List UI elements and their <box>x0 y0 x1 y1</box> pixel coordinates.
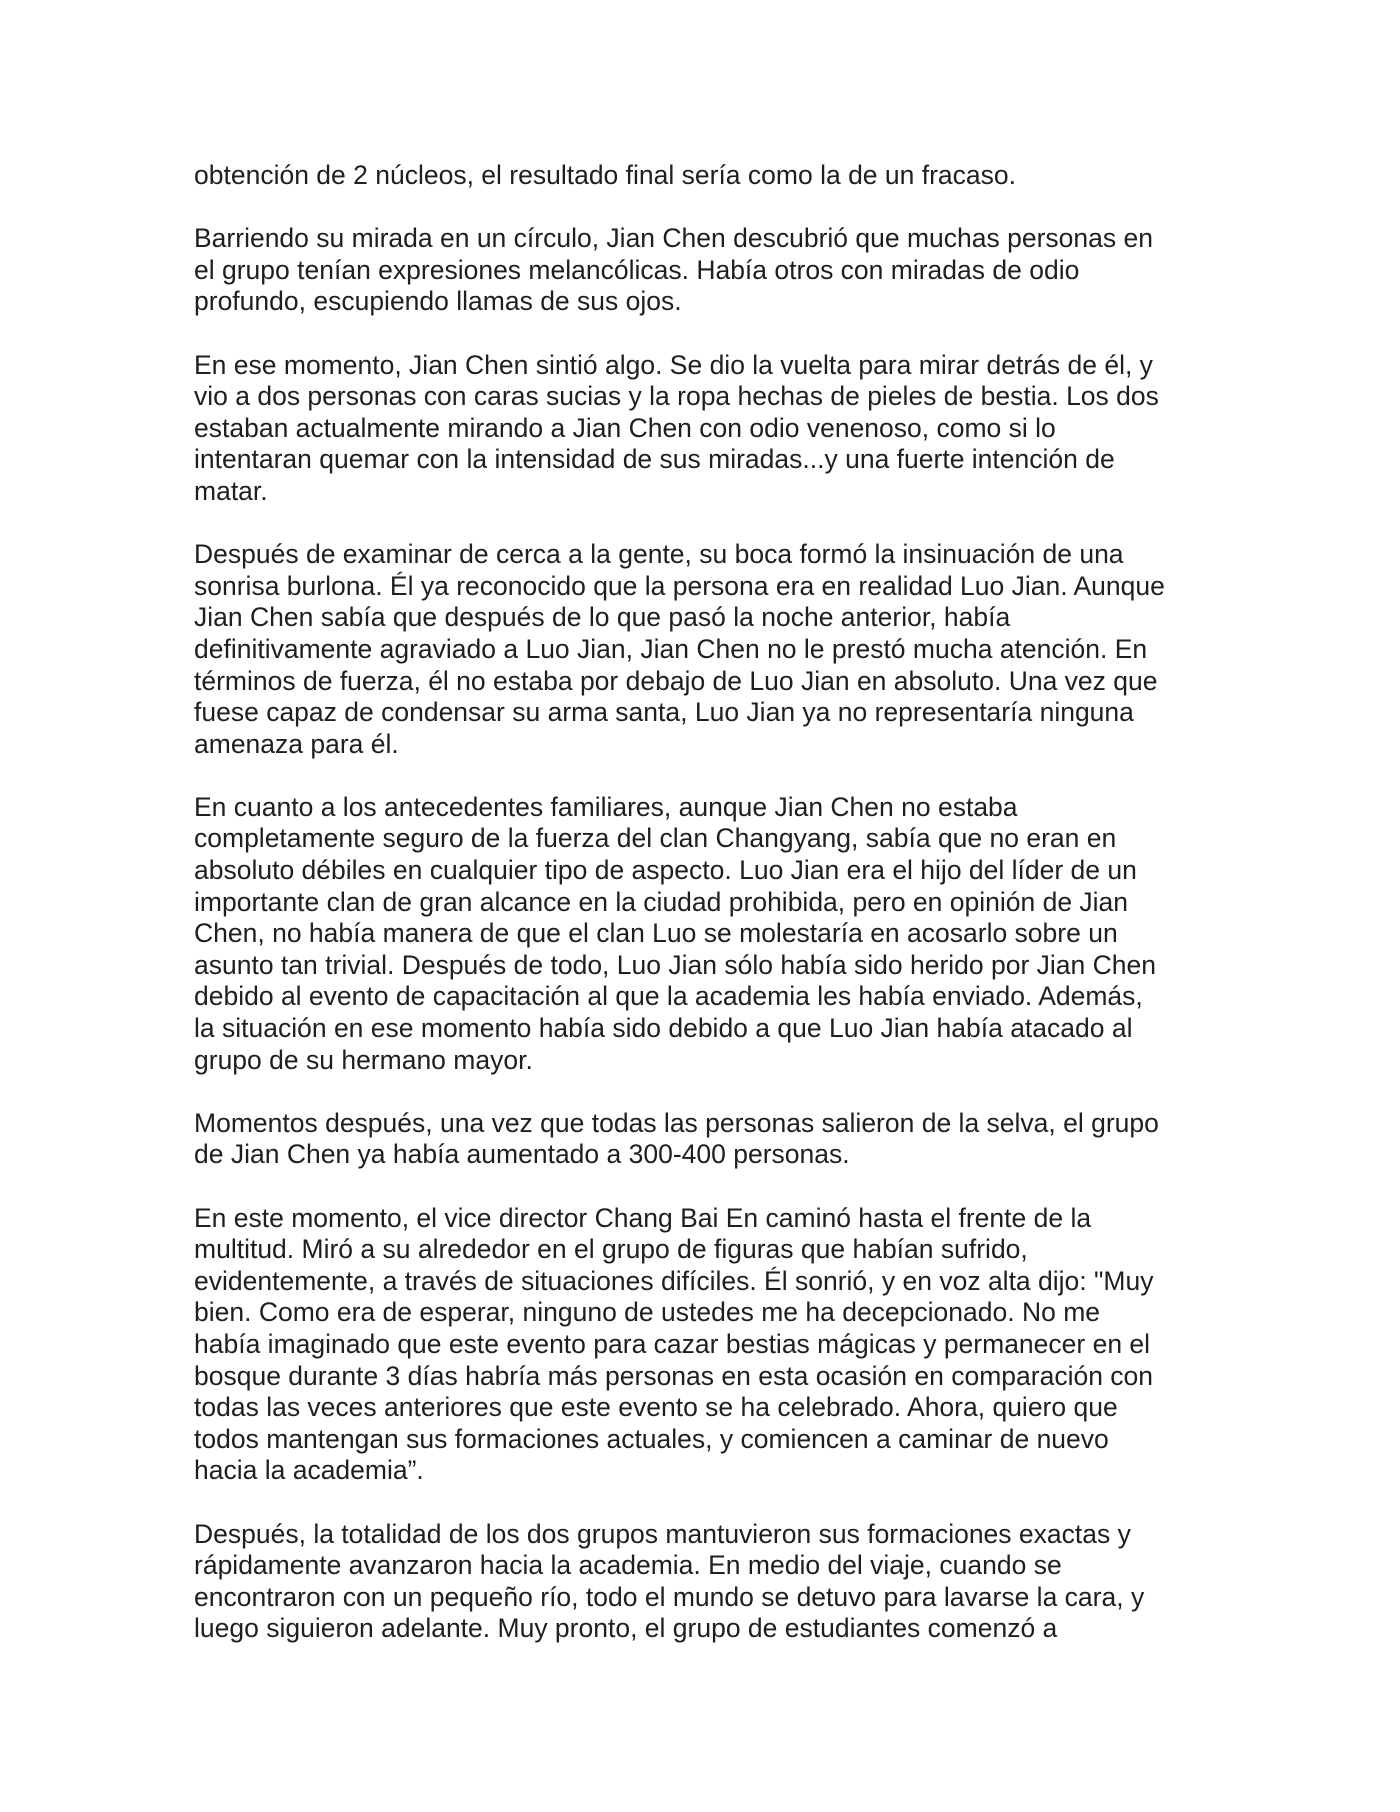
text-line: vio a dos personas con caras sucias y la ropa hechas de pieles de bestia. Los dos <box>194 381 1159 412</box>
text-line: Barriendo su mirada en un círculo, Jian Chen descubrió que muchas personas en <box>194 223 1153 254</box>
document-body <box>194 160 1224 1677</box>
paragraph <box>194 160 1224 192</box>
text-line: fuese capaz de condensar su arma santa, Luo Jian ya no representaría ninguna <box>194 697 1134 728</box>
text-line: bien. Como era de esperar, ninguno de ustedes me ha decepcionado. No me <box>194 1297 1101 1328</box>
text-line: sonrisa burlona. Él ya reconocido que la persona era en realidad Luo Jian. Aunque <box>194 570 1165 601</box>
text-line: Momentos después, una vez que todas las personas salieron de la selva, el grupo <box>194 1107 1159 1138</box>
text-line: Jian Chen sabía que después de lo que pasó la noche anterior, había <box>194 602 1011 633</box>
text-line: todos mantengan sus formaciones actuales, y comiencen a caminar de nuevo <box>194 1423 1109 1454</box>
text-line: En cuanto a los antecedentes familiares, aunque Jian Chen no estaba <box>194 791 1018 822</box>
text-line: rápidamente avanzaron hacia la academia. En medio del viaje, cuando se <box>194 1550 1062 1581</box>
text-line: completamente seguro de la fuerza del clan Changyang, sabía que no eran en <box>194 823 1117 854</box>
paragraph <box>194 792 1224 1076</box>
text-line: En ese momento, Jian Chen sintió algo. Se dio la vuelta para mirar detrás de él, y <box>194 349 1153 380</box>
text-line: asunto tan trivial. Después de todo, Luo Jian sólo había sido herido por Jian Chen <box>194 949 1156 980</box>
text-line: había imaginado que este evento para cazar bestias mágicas y permanecer en el <box>194 1328 1151 1359</box>
text-line: multitud. Miró a su alrededor en el grupo de figuras que habían sufrido, <box>194 1234 1028 1265</box>
paragraph <box>194 350 1224 508</box>
paragraph <box>194 223 1224 318</box>
text-line: Chen, no había manera de que el clan Luo se molestaría en acosarlo sobre un <box>194 918 1118 949</box>
text-line: debido al evento de capacitación al que la academia les había enviado. Además, <box>194 981 1143 1012</box>
text-line: encontraron con un pequeño río, todo el mundo se detuvo para lavarse la cara, y <box>194 1581 1145 1612</box>
text-line: importante clan de gran alcance en la ciudad prohibida, pero en opinión de Jian <box>194 886 1129 917</box>
text-line: Después de examinar de cerca a la gente, su boca formó la insinuación de una <box>194 539 1124 570</box>
paragraph <box>194 1203 1224 1487</box>
text-line: obtención de 2 núcleos, el resultado final sería como la de un fracaso. <box>194 160 1017 190</box>
text-line: definitivamente agraviado a Luo Jian, Jian Chen no le prestó mucha atención. En <box>194 633 1148 664</box>
text-line: evidentemente, a través de situaciones difíciles. Él sonrió, y en voz alta dijo: "Muy <box>194 1265 1154 1296</box>
text-line: Después, la totalidad de los dos grupos mantuvieron sus formaciones exactas y <box>194 1518 1131 1549</box>
text-line: amenaza para él. <box>194 728 399 759</box>
text-line: luego siguieron adelante. Muy pronto, el grupo de estudiantes comenzó a <box>194 1613 1058 1644</box>
text-line: estaban actualmente mirando a Jian Chen con odio venenoso, como si lo <box>194 412 1056 443</box>
text-line: el grupo tenían expresiones melancólicas. Había otros con miradas de odio <box>194 254 1080 285</box>
paragraph <box>194 539 1224 760</box>
text-line: la situación en ese momento había sido debido a que Luo Jian había atacado al <box>194 1013 1133 1044</box>
text-line: En este momento, el vice director Chang Bai En caminó hasta el frente de la <box>194 1202 1092 1233</box>
text-line: profundo, escupiendo llamas de sus ojos. <box>194 286 682 317</box>
text-line: intentaran quemar con la intensidad de sus miradas...y una fuerte intención de <box>194 444 1115 475</box>
text-line: todas las veces anteriores que este evento se ha celebrado. Ahora, quiero que <box>194 1392 1118 1423</box>
paragraph <box>194 1108 1224 1171</box>
text-line: matar. <box>194 475 268 506</box>
text-line: términos de fuerza, él no estaba por debajo de Luo Jian en absoluto. Una vez que <box>194 665 1158 696</box>
paragraph <box>194 1519 1224 1645</box>
text-line: bosque durante 3 días habría más personas en esta ocasión en comparación con <box>194 1360 1154 1391</box>
text-line: grupo de su hermano mayor. <box>194 1044 533 1075</box>
text-line: absoluto débiles en cualquier tipo de aspecto. Luo Jian era el hijo del líder de un <box>194 855 1137 886</box>
text-line: de Jian Chen ya había aumentado a 300-400 personas. <box>194 1139 850 1170</box>
text-line: hacia la academia”. <box>194 1455 424 1486</box>
